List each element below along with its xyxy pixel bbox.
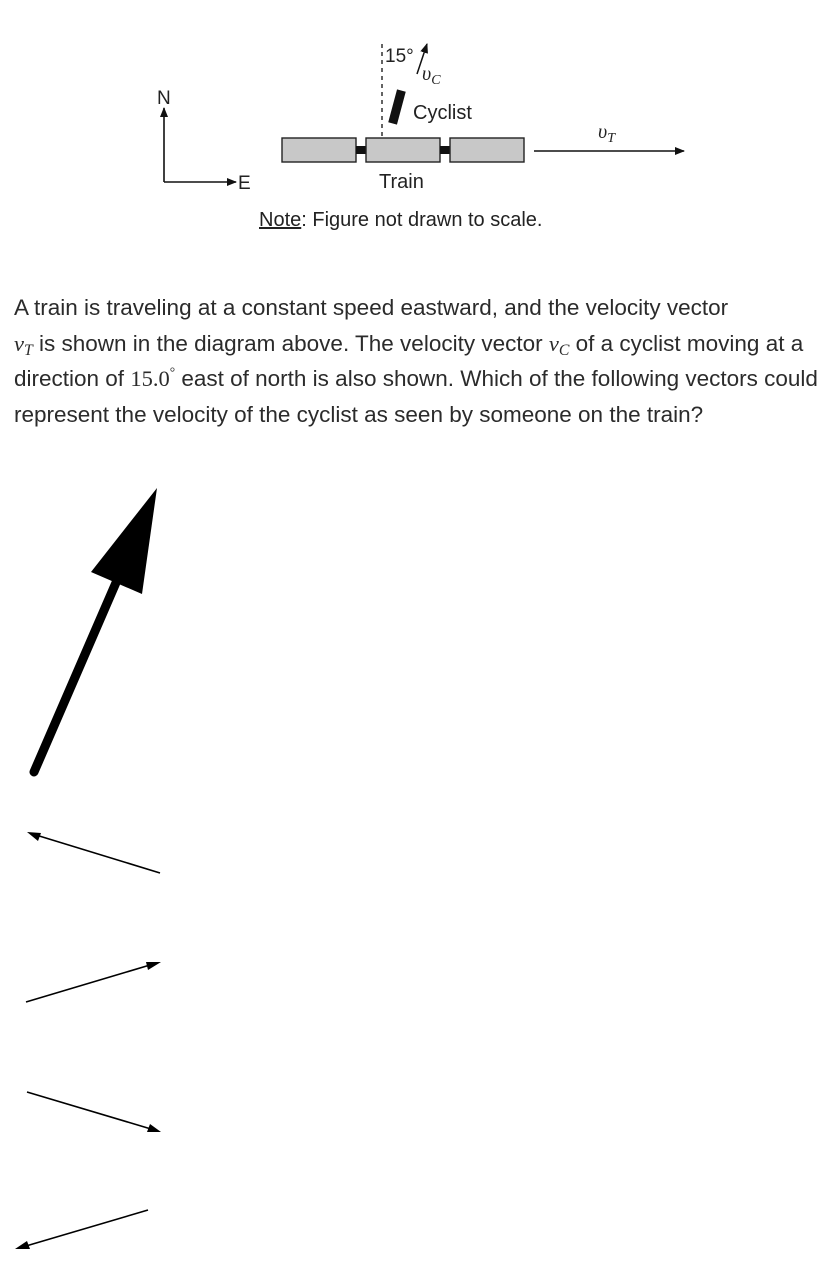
vt-symbol: $v_T$ [14, 330, 33, 359]
angle-value: 15.0° [130, 364, 176, 391]
cyclist-label: Cyclist [413, 102, 472, 124]
choice-e-arrow[interactable] [0, 1200, 200, 1270]
compass [157, 88, 251, 194]
note-text: : Figure not drawn to scale. [301, 209, 543, 231]
choice-c-arrow[interactable] [0, 950, 200, 1020]
cyclist [382, 44, 472, 136]
question-text: A train is traveling at a constant speed eastward, and the velocity vector $v_T$ is shown in the diagram above. The velocity vector $v_C$ of a cyclist moving at a direction of 15.0° east of north is also shown. Which of the following vectors could represent the velocity of the cyclist as seen by someone on the train? [14, 295, 818, 427]
train-label: Train [379, 171, 424, 193]
scale-note [259, 209, 542, 231]
cyclist-body [388, 89, 405, 124]
vc-label: $\upsilon_C$ [422, 63, 441, 88]
east-label: E [238, 173, 251, 194]
vc-symbol: $v_C$ [548, 330, 570, 359]
choice-a-arrow[interactable] [0, 480, 200, 780]
train-coupler-2 [440, 146, 450, 154]
velocity-diagram [0, 0, 834, 240]
note-label: Note [259, 209, 302, 231]
train [282, 138, 524, 193]
train-car-1 [282, 138, 356, 162]
train-coupler-1 [356, 146, 366, 154]
train-car-2 [366, 138, 440, 162]
train-velocity [534, 121, 684, 151]
choice-d-arrow[interactable] [0, 1080, 200, 1150]
train-car-3 [450, 138, 524, 162]
angle-label: 15° [385, 46, 414, 67]
north-label: N [157, 88, 171, 109]
choice-b-arrow[interactable] [0, 820, 200, 890]
vt-label: $\upsilon_T$ [598, 121, 615, 146]
